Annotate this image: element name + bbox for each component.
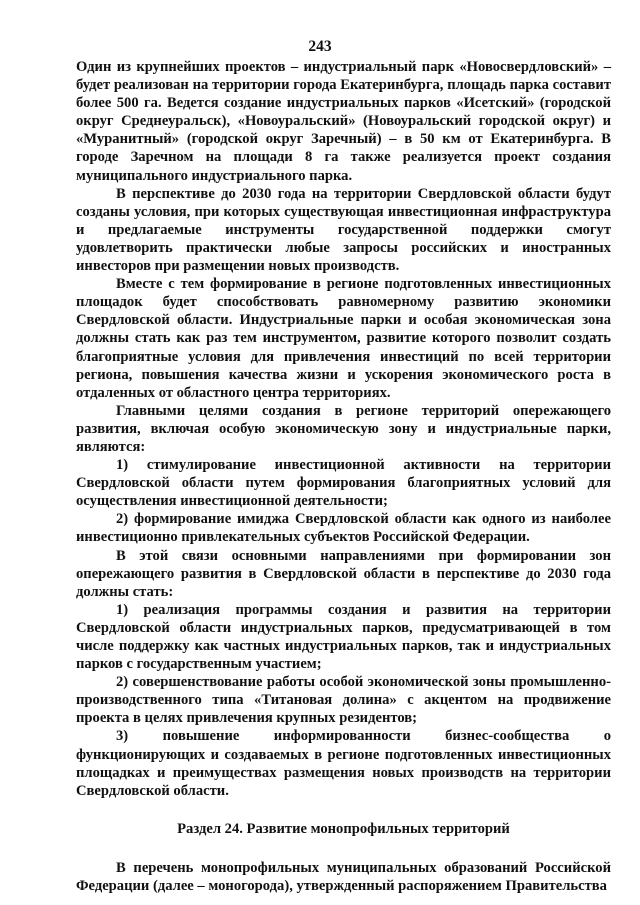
paragraph-perspective-2030: В перспективе до 2030 года на территории Свердловской области будут созданы условия, при которых существующая инвестиционная инфраструктура и предлагаемые инструменты государственной поддержки смогут удовлетворить практически любые запросы российских и иностранных инвесторов при размещении новых производств. xyxy=(76,185,611,275)
paragraph-main-goals: Главными целями создания в регионе территорий опережающего развития, включая особую экономическую зону и индустриальные парки, являются: xyxy=(76,402,611,455)
section-heading: Раздел 24. Развитие монопрофильных территорий xyxy=(177,820,510,837)
list-item-direction-3: 3) повышение информированности бизнес-сообщества о функционирующих и создаваемых в регионе подготовленных инвестиционных площадках и преимуществах размещения новых производств на территории Свердловской области. xyxy=(76,728,611,799)
paragraph-main-directions: В этой связи основными направлениями при формировании зон опережающего развития в Свердловской области в перспективе до 2030 года должны стать: xyxy=(76,547,611,600)
list-item-direction-1: 1) реализация программы создания и развития на территории Свердловской области индустриальных парков, предусматривающей в том числе поддержку как частных индустриальных парков, так и индустриальных парков с государственным участием; xyxy=(76,601,611,673)
paragraph-monotowns: В перечень монопрофильных муниципальных образований Российской Федерации (далее – моногорода), утвержденный распоряжением Правительства xyxy=(76,859,611,895)
list-item-goal-2: 2) формирование имиджа Свердловской области как одного из наиболее инвестиционно привлекательных субъектов Российской Федерации. xyxy=(76,511,611,546)
paragraph-industrial-parks: Один из крупнейших проектов – индустриальный парк «Новосвердловский» – будет реализован на территории города Екатеринбурга, площадь парка составит более 500 га. Ведется создание индустриальных парков «Исетский» (городской округ Среднеуральск), «Новоуральский» (Новоуральский городской округ) и «Муранитный» (городской округ Заречный) – в 50 км от Екатеринбурга. В городе Заречном на площади 8 га также реализуется проект создания муниципального индустриального парка. xyxy=(76,59,611,184)
paragraph-investment-sites: Вместе с тем формирование в регионе подготовленных инвестиционных площадок будет способствовать равномерному развитию экономики Свердловской области. Индустриальные парки и особая экономическая зона должны стать как раз тем инструментом, развитие которого позволит создать благоприятные условия для привлечения инвестиций по всей территории региона, повышения качества жизни и ускорения экономического роста в отдаленных от областного центра территориях. xyxy=(76,276,611,401)
page-number: 243 xyxy=(308,38,332,55)
list-item-direction-2: 2) совершенствование работы особой экономической зоны промышленно-производственного типа «Титановая долина» с акцентом на продвижение проекта в целях привлечения крупных резидентов; xyxy=(76,674,611,727)
list-item-goal-1: 1) стимулирование инвестиционной активности на территории Свердловской области путем формирования благоприятных условий для осуществления инвестиционной деятельности; xyxy=(76,457,611,510)
body-text xyxy=(76,58,611,895)
